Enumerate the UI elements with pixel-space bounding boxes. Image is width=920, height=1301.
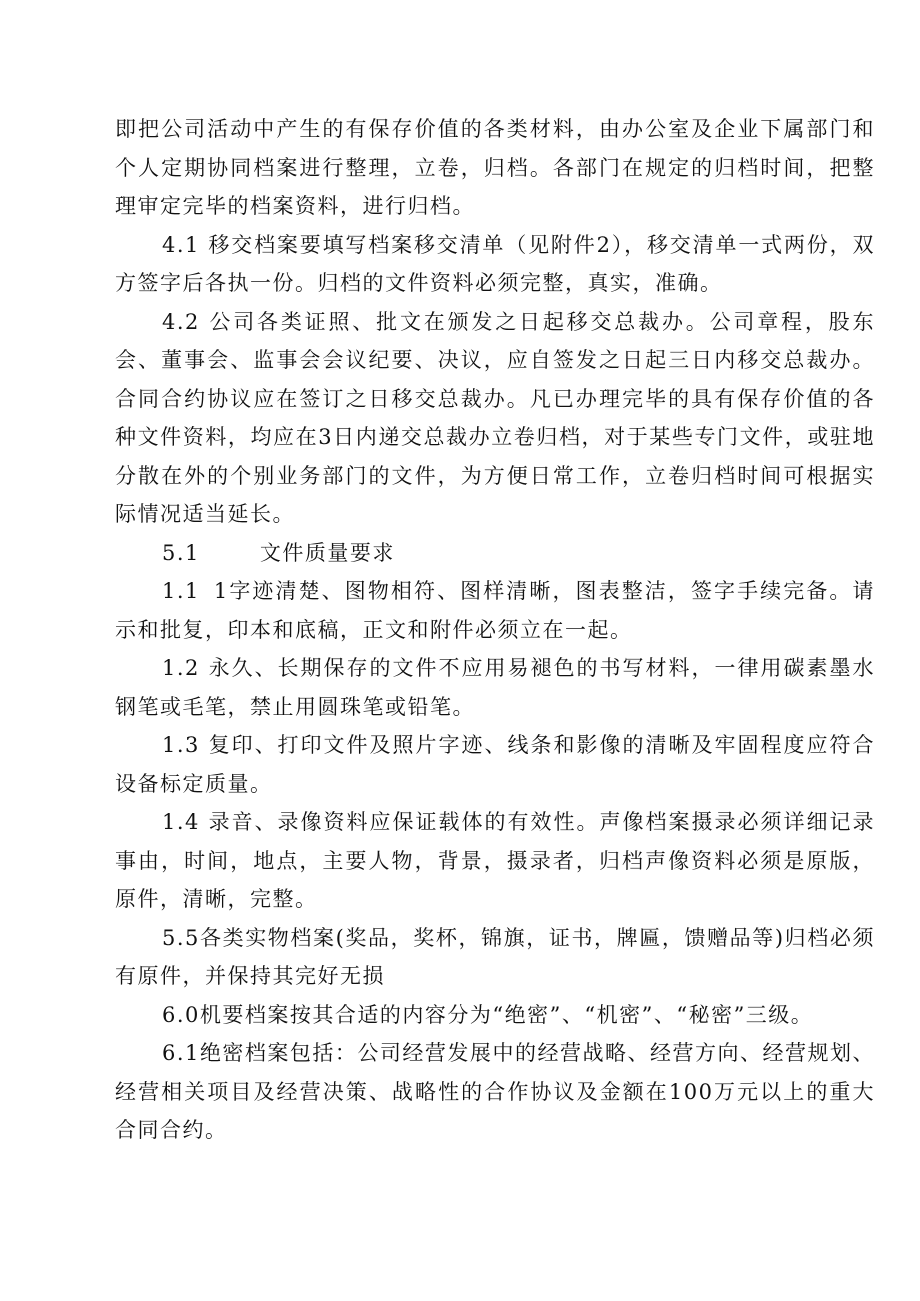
paragraph-1-2: 1.2 永久、长期保存的文件不应用易褪色的书写材料，一律用碳素墨水钢笔或毛笔，禁止用圆珠笔或铅笔。 xyxy=(115,656,875,719)
paragraph-5-5: 5.5各类实物档案(奖品，奖杯，锦旗，证书，牌匾，馈赠品等)归档必须有原件，并保持其完好无损 xyxy=(115,925,875,988)
section-number: 5.1 xyxy=(162,540,200,565)
item-number: 1.1 xyxy=(162,579,200,603)
paragraph-4-2: 4.2 公司各类证照、批文在颁发之日起移交总裁办。公司章程，股东会、董事会、监事会会议纪要、决议，应自签发之日起三日内移交总裁办。合同合约协议应在签订之日移交总裁办。凡已办理完毕的具有保存价值的各种文件资料，均应在3日内递交总裁办立卷归档，对于某些专门文件，或驻地分散在外的个别业务部门的文件，为方便日常工作，立卷归档时间可根据实际情况适当延长。 xyxy=(115,309,875,526)
item-text: 1字迹清楚、图物相符、图样清晰，图表整洁，签字手续完备。请示和批复，印本和底稿，正文和附件必须立在一起。 xyxy=(115,579,875,642)
document-page xyxy=(115,110,875,1150)
paragraph-archiving-intro: 即把公司活动中产生的有保存价值的各类材料，由办公室及企业下属部门和个人定期协同档案进行整理，立卷，归档。各部门在规定的归档时间，把整理审定完毕的档案资料，进行归档。 xyxy=(115,117,875,218)
paragraph-1-4: 1.4 录音、录像资料应保证载体的有效性。声像档案摄录必须详细记录事由，时间，地点，主要人物，背景，摄录者，归档声像资料必须是原版，原件，清晰，完整。 xyxy=(115,810,875,911)
paragraph-1-3: 1.3 复印、打印文件及照片字迹、线条和影像的清晰及牢固程度应符合设备标定质量。 xyxy=(115,733,875,796)
paragraph-4-1: 4.1 移交档案要填写档案移交清单（见附件2），移交清单一式两份，双方签字后各执一份。归档的文件资料必须完整，真实，准确。 xyxy=(115,232,875,295)
section-heading-5-1 xyxy=(115,534,875,573)
paragraph-1-1 xyxy=(115,572,875,649)
section-title: 文件质量要求 xyxy=(259,540,395,565)
paragraph-6-0: 6.0机要档案按其合适的内容分为“绝密”、“机密”、“秘密”三级。 xyxy=(162,1002,814,1027)
paragraph-6-1: 6.1绝密档案包括：公司经营发展中的经营战略、经营方向、经营规划、经营相关项目及经营决策、战略性的合作协议及金额在100万元以上的重大合同合约。 xyxy=(115,1041,875,1142)
